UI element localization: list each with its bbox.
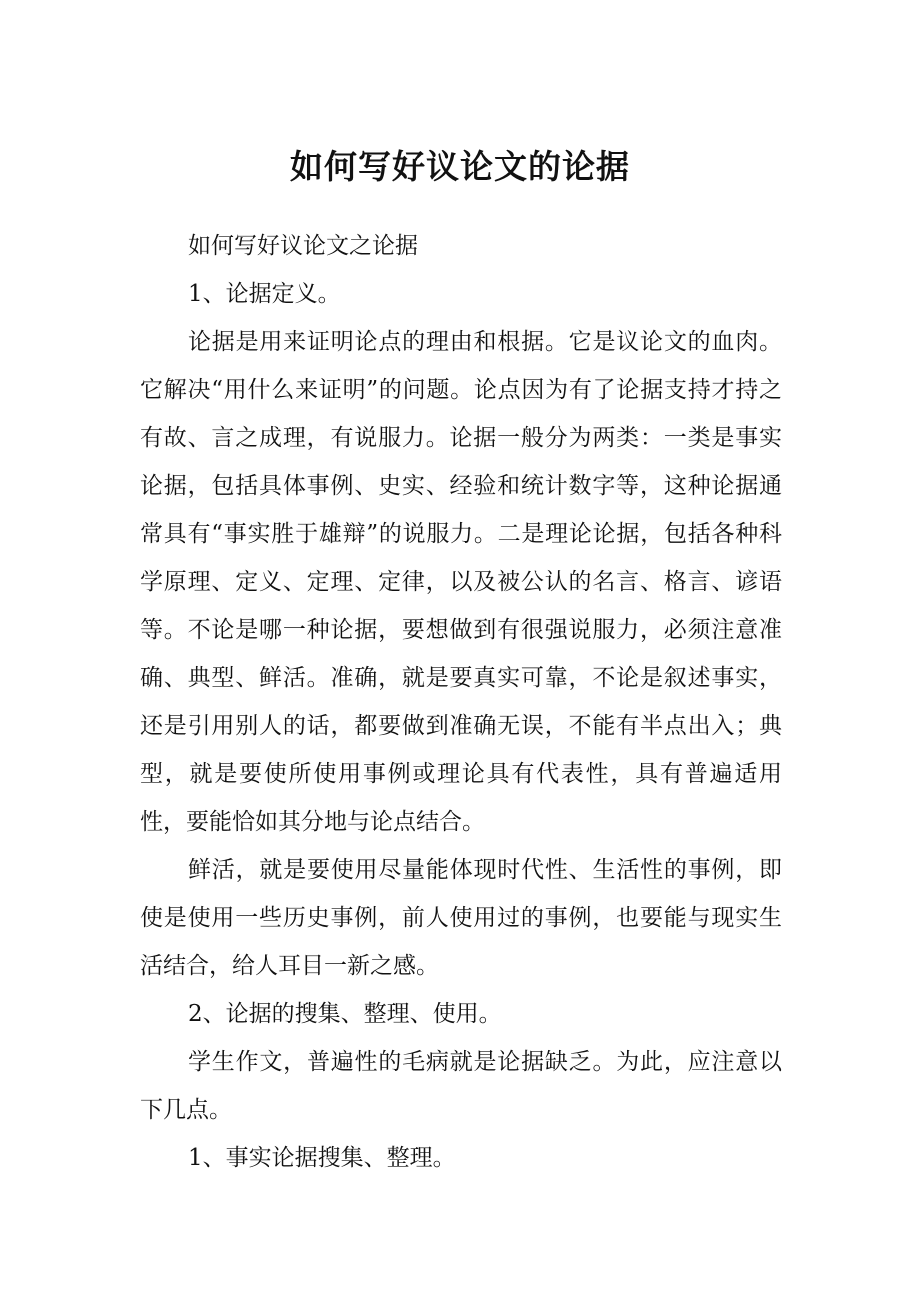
paragraph-section-1-heading: 1、论据定义。: [188, 281, 341, 307]
paragraph-subsection-1-heading: 1、事实论据搜集、整理。: [188, 1145, 456, 1171]
paragraph-vivid: 鲜活，就是要使用尽量能体现时代性、生活性的事例，即使是使用一些历史事例，前人使用过的事例，也要能与现实生活结合，给人耳目一新之感。: [140, 857, 782, 979]
paragraph-student-writing: 学生作文，普遍性的毛病就是论据缺乏。为此，应注意以下几点。: [140, 1049, 782, 1123]
document-title: 如何写好议论文的论据: [290, 147, 630, 186]
paragraph-definition: 论据是用来证明论点的理由和根据。它是议论文的血肉。它解决“用什么来证明”的问题。论点因为有了论据支持才持之有故、言之成理，有说服力。论据一般分为两类：一类是事实论据，包括具体事例、史实、经验和统计数字等，这种论据通常具有“事实胜于雄辩”的说服力。二是理论论据，包括各种科学原理、定义、定理、定律，以及被公认的名言、格言、谚语等。不论是哪一种论据，要想做到有很强说服力，必须注意准确、典型、鲜活。准确，就是要真实可靠，不论是叙述事实，还是引用别人的话，都要做到准确无误，不能有半点出入；典型，就是要使所使用事例或理论具有代表性，具有普遍适用性，要能恰如其分地与论点结合。: [140, 329, 782, 835]
paragraph-subtitle: 如何写好议论文之论据: [188, 233, 418, 259]
paragraph-section-2-heading: 2、论据的搜集、整理、使用。: [188, 1001, 502, 1027]
document-body: [140, 222, 782, 1182]
